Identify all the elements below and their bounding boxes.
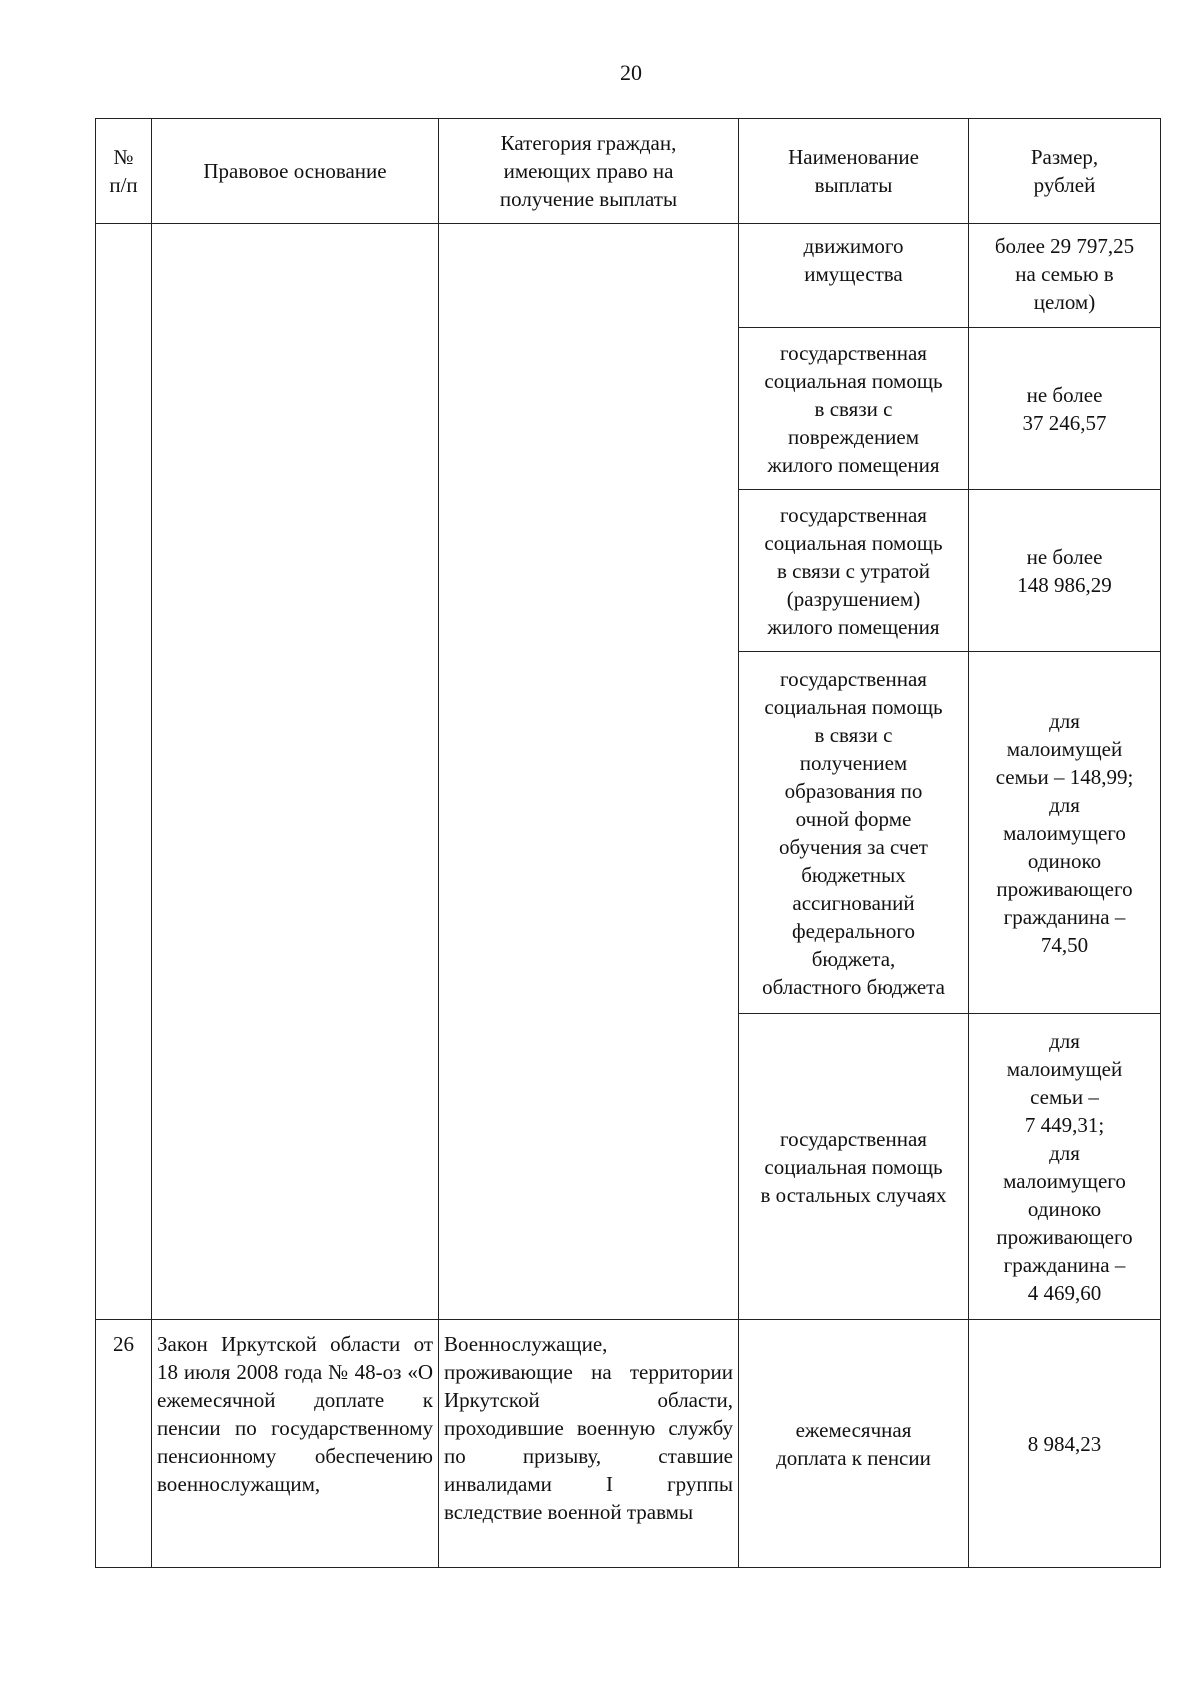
payment-name-cell: государственная социальная помощь в связи с получением образования по очной форме обучения за счет бюджетных ассигнований федерального бюджета, областного бюджета [739,652,969,1014]
table-row-26 [96,1320,1161,1568]
amount-cell: для малоимущей семьи – 7 449,31; для малоимущего одиноко проживающего гражданина – 4 469,60 [969,1014,1161,1320]
amount-cell: не более 148 986,29 [969,490,1161,652]
payment-name-cell: государственная социальная помощь в остальных случаях [739,1014,969,1320]
amount-cell: для малоимущей семьи – 148,99; для малоимущего одиноко проживающего гражданина – 74,50 [969,652,1161,1014]
table-row [96,224,1161,328]
legal-basis-text: Закон Иркутской области от 18 июля 2008 года № 48-оз «О ежемесячной доплате к пенсии по государственному пенсионному обеспечению военнослужащим, [152,1320,439,1568]
header-amount: Размер, рублей [969,119,1161,224]
basis-cell-empty [152,224,439,1320]
table-header-row [96,119,1161,224]
payments-table [95,118,1161,1568]
amount-cell: более 29 797,25 на семью в целом) [969,224,1161,328]
payment-name-cell: движимого имущества [739,224,969,328]
header-num: № п/п [96,119,152,224]
header-legal-basis: Правовое основание [152,119,439,224]
payment-name-cell: ежемесячная доплата к пенсии [739,1320,969,1568]
category-cell-empty [439,224,739,1320]
amount-cell: не более 37 246,57 [969,328,1161,490]
header-payment-name: Наименование выплаты [739,119,969,224]
payment-name-cell: государственная социальная помощь в связи с повреждением жилого помещения [739,328,969,490]
header-citizen-category: Категория граждан, имеющих право на получение выплаты [439,119,739,224]
citizen-category-text: Военнослужащие, проживающие на территории Иркутской области, проходившие военную службу по призыву, ставшие инвалидами I группы вследствие военной травмы [439,1320,739,1568]
page-number: 20 [620,60,642,85]
row-number: 26 [96,1320,152,1568]
num-cell-empty [96,224,152,1320]
payment-name-cell: государственная социальная помощь в связи с утратой (разрушением) жилого помещения [739,490,969,652]
amount-cell: 8 984,23 [969,1320,1161,1568]
